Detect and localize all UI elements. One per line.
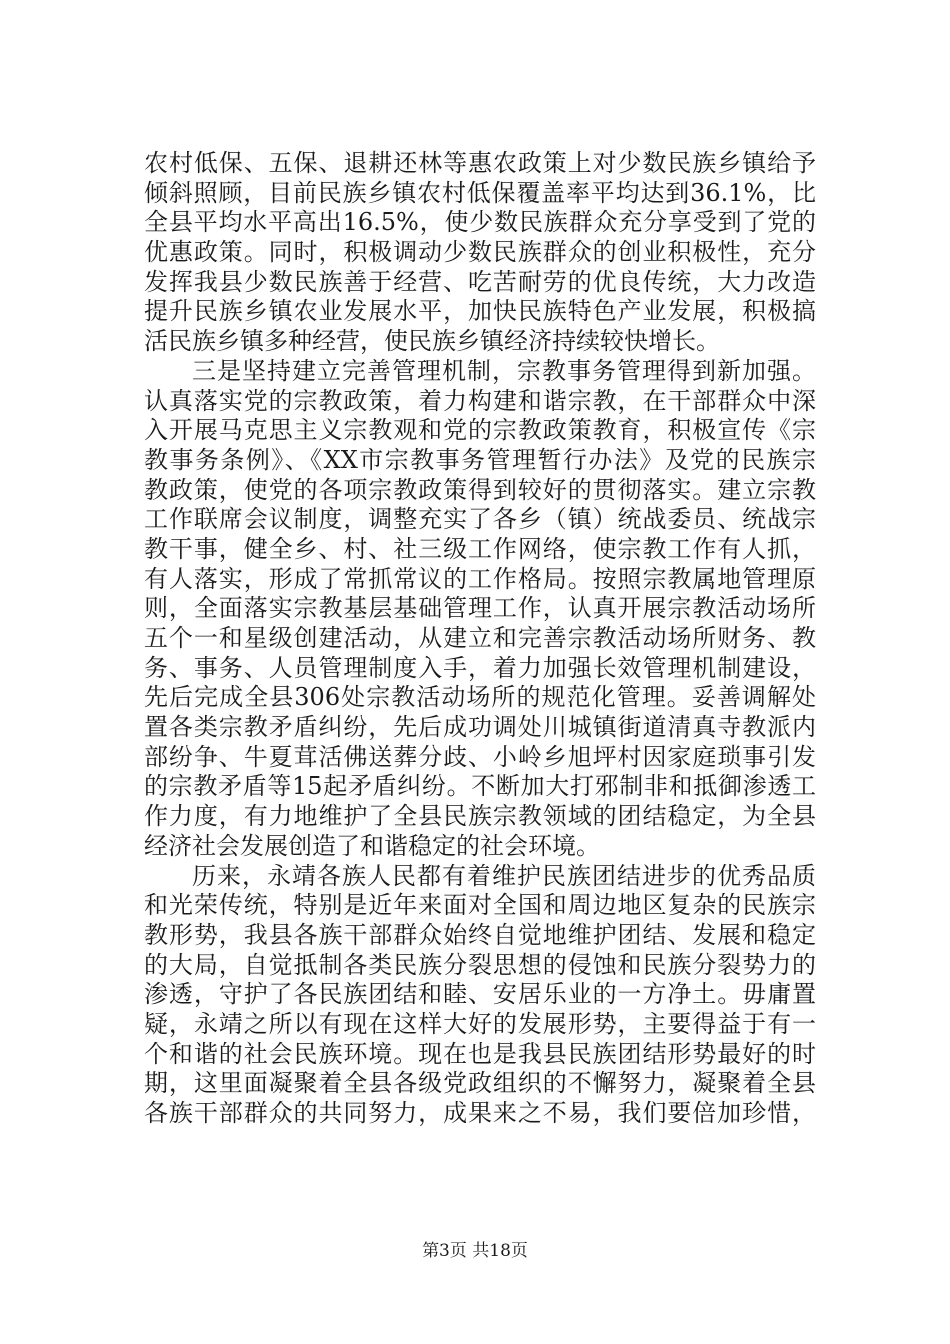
text-line: 教干事，健全乡、村、社三级工作网络，使宗教工作有人抓， bbox=[144, 534, 816, 563]
text-line: 务、事务、人员管理制度入手，着力加强长效管理机制建设， bbox=[144, 653, 816, 682]
text-line: 的宗教矛盾等15起矛盾纠纷。不断加大打邪制非和抵御渗透工 bbox=[144, 772, 816, 801]
text-line: 渗透，守护了各民族团结和睦、安居乐业的一方净土。毋庸置 bbox=[144, 980, 816, 1009]
text-line: 发挥我县少数民族善于经营、吃苦耐劳的优良传统，大力改造 bbox=[144, 267, 816, 296]
text-line: 优惠政策。同时，积极调动少数民族群众的创业积极性，充分 bbox=[144, 238, 816, 267]
text-line: 历来，永靖各族人民都有着维护民族团结进步的优秀品质 bbox=[192, 861, 816, 890]
text-line: 入开展马克思主义宗教观和党的宗教政策教育，积极宣传《宗 bbox=[144, 416, 816, 445]
text-line: 倾斜照顾，目前民族乡镇农村低保覆盖率平均达到36.1%，比 bbox=[144, 178, 816, 207]
text-line: 教事务条例》、《XX市宗教事务管理暂行办法》及党的民族宗 bbox=[144, 445, 816, 474]
text-line: 教政策，使党的各项宗教政策得到较好的贯彻落实。建立宗教 bbox=[144, 475, 816, 504]
text-line: 认真落实党的宗教政策，着力构建和谐宗教，在干部群众中深 bbox=[144, 386, 816, 415]
text-line: 部纷争、牛夏茸活佛送葬分歧、小岭乡旭坪村因家庭琐事引发 bbox=[144, 742, 816, 771]
text-line: 活民族乡镇多种经营，使民族乡镇经济持续较快增长。 bbox=[144, 327, 720, 356]
text-line: 和光荣传统，特别是近年来面对全国和周边地区复杂的民族宗 bbox=[144, 891, 816, 920]
text-line: 农村低保、五保、退耕还林等惠农政策上对少数民族乡镇给予 bbox=[144, 149, 816, 177]
text-line: 置各类宗教矛盾纠纷，先后成功调处川城镇街道清真寺教派内 bbox=[144, 713, 816, 742]
text-line: 先后完成全县306处宗教活动场所的规范化管理。妥善调解处 bbox=[144, 683, 816, 712]
text-line: 期，这里面凝聚着全县各级党政组织的不懈努力，凝聚着全县 bbox=[144, 1069, 816, 1098]
text-line: 则，全面落实宗教基层基础管理工作，认真开展宗教活动场所 bbox=[144, 594, 816, 623]
text-line: 五个一和星级创建活动，从建立和完善宗教活动场所财务、教 bbox=[144, 624, 816, 652]
text-line: 各族干部群众的共同努力，成果来之不易，我们要倍加珍惜， bbox=[144, 1099, 816, 1127]
text-line: 疑，永靖之所以有现在这样大好的发展形势，主要得益于有一 bbox=[144, 1009, 816, 1038]
text-line: 作力度，有力地维护了全县民族宗教领域的团结稳定，为全县 bbox=[144, 802, 816, 831]
text-line: 三是坚持建立完善管理机制，宗教事务管理得到新加强。 bbox=[192, 356, 816, 385]
text-line: 全县平均水平高出16.5%，使少数民族群众充分享受到了党的 bbox=[144, 208, 816, 237]
page-footer: 第3页 共18页 bbox=[422, 1241, 528, 1261]
text-line: 个和谐的社会民族环境。现在也是我县民族团结形势最好的时 bbox=[144, 1039, 816, 1068]
text-line: 经济社会发展创造了和谐稳定的社会环境。 bbox=[144, 831, 600, 860]
text-line: 的大局，自觉抵制各类民族分裂思想的侵蚀和民族分裂势力的 bbox=[144, 950, 816, 979]
text-line: 教形势，我县各族干部群众始终自觉地维护团结、发展和稳定 bbox=[144, 920, 816, 949]
text-line: 提升民族乡镇农业发展水平，加快民族特色产业发展，积极搞 bbox=[144, 297, 816, 326]
text-line: 有人落实，形成了常抓常议的工作格局。按照宗教属地管理原 bbox=[144, 564, 816, 593]
document-body bbox=[144, 149, 816, 1129]
text-line: 工作联席会议制度，调整充实了各乡（镇）统战委员、统战宗 bbox=[144, 505, 816, 534]
